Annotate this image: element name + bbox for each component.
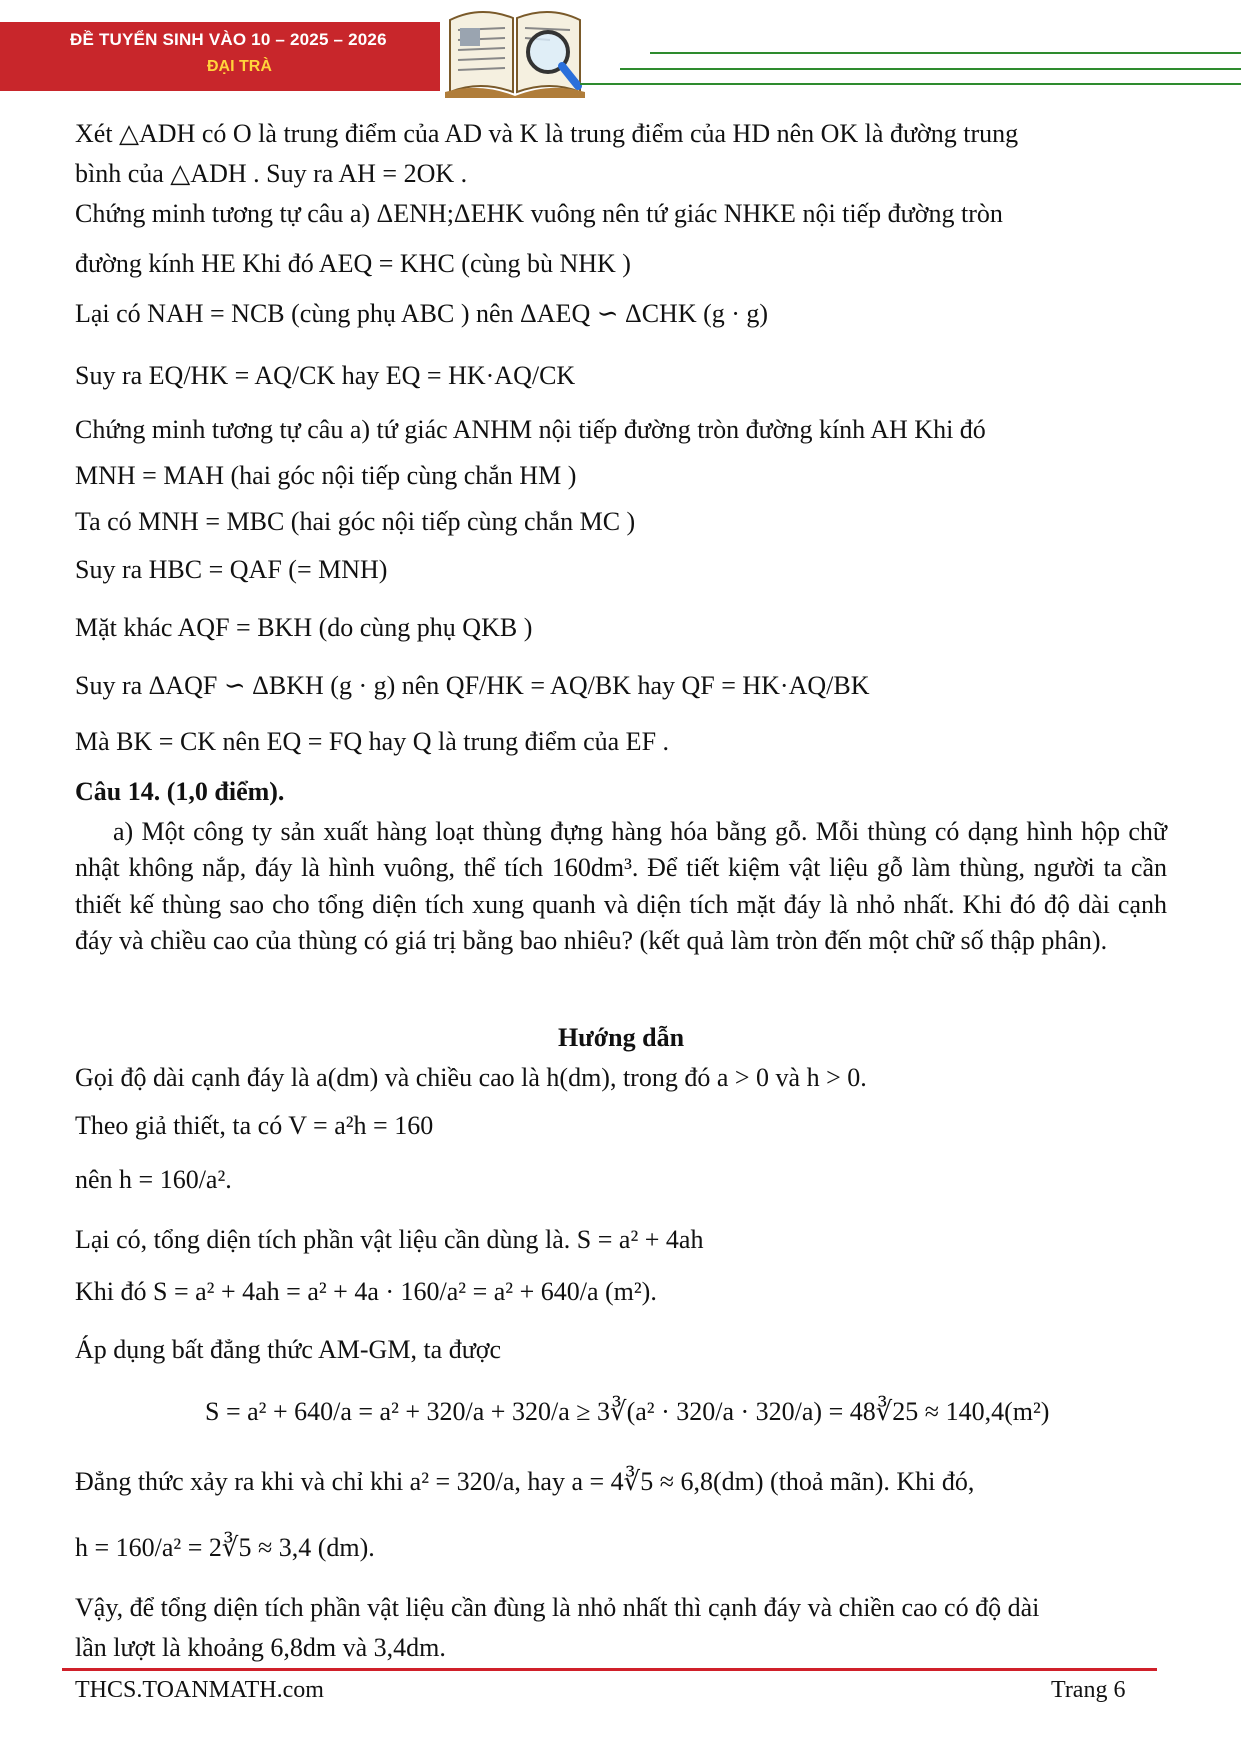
text-line-12: Suy ra ΔAQF ∽ ΔBKH (g · g) nên QF/HK = AQ/BK hay QF = HK·AQ/BK [75, 671, 870, 700]
footer-page-number: Trang 6 [1051, 1677, 1126, 1703]
text-line-8: MNH = MAH (hai góc nội tiếp cùng chắn HM ) [75, 461, 577, 490]
guide-heading: Hướng dẫn [557, 1023, 685, 1052]
guide-line-11: lần lượt là khoảng 6,8dm và 3,4dm. [75, 1633, 446, 1662]
header-title: ĐỀ TUYỂN SINH VÀO 10 – 2025 – 2026 [70, 30, 387, 49]
guide-line-7: S = a² + 640/a = a² + 320/a + 320/a ≥ 3∛(a² · 320/a · 320/a) = 48∛25 ≈ 140,4(m²) [205, 1397, 1050, 1426]
guide-line-2: Theo giả thiết, ta có V = a²h = 160 [75, 1111, 434, 1140]
header-rule-mid [620, 68, 1241, 70]
guide-line-9: h = 160/a² = 2∛5 ≈ 3,4 (dm). [75, 1533, 375, 1562]
header-rule-top [650, 52, 1241, 54]
guide-line-6: Áp dụng bất đẳng thức AM-GM, ta được [75, 1335, 502, 1364]
text-line-9: Ta có MNH = MBC (hai góc nội tiếp cùng chắn MC ) [75, 507, 636, 536]
guide-line-3: nên h = 160/a². [75, 1165, 232, 1194]
text-line-2: bình của △ADH . Suy ra AH = 2OK . [75, 159, 468, 188]
text-line-10: Suy ra HBC = QAF (= MNH) [75, 555, 388, 584]
book-magnifier-icon [440, 0, 590, 100]
guide-line-8: Đẳng thức xảy ra khi và chỉ khi a² = 320/a, hay a = 4∛5 ≈ 6,8(dm) (thoả mãn). Khi đó, [75, 1467, 975, 1496]
text-line-4: đường kính HE Khi đó AEQ = KHC (cùng bù NHK ) [75, 249, 631, 278]
question-14-text: a) Một công ty sản xuất hàng loạt thùng đựng hàng hóa bằng gỗ. Mỗi thùng có dạng hình hộp chữ nhật không nắp, đáy là hình vuông, thể tích 160dm³. Để tiết kiệm vật liệu gỗ làm thùng, người ta cần thiết kế thùng sao cho tổng diện tích xung quanh và diện tích mặt đáy là nhỏ nhất. Khi đó độ dài cạnh đáy và chiều cao của thùng có giá trị bằng bao nhiêu? (kết quả làm tròn đến một chữ số thập phân). [75, 817, 1167, 956]
footer-site: THCS.TOANMATH.com [75, 1677, 324, 1703]
guide-line-5: Khi đó S = a² + 4ah = a² + 4a · 160/a² = a² + 640/a (m²). [75, 1277, 657, 1306]
header-band [0, 22, 440, 91]
text-line-11: Mặt khác AQF = BKH (do cùng phụ QKB ) [75, 613, 533, 642]
text-line-3: Chứng minh tương tự câu a) ΔENH;ΔEHK vuông nên tứ giác NHKE nội tiếp đường tròn [75, 199, 1003, 228]
text-line-5: Lại có NAH = NCB (cùng phụ ABC ) nên ΔAEQ ∽ ΔCHK (g · g) [75, 299, 769, 328]
text-line-6: Suy ra EQ/HK = AQ/CK hay EQ = HK·AQ/CK [75, 361, 576, 390]
question-14-heading: Câu 14. (1,0 điểm). [75, 777, 285, 806]
text-line-7: Chứng minh tương tự câu a) tứ giác ANHM nội tiếp đường tròn đường kính AH Khi đó [75, 415, 986, 444]
header-rule-bottom [580, 83, 1241, 85]
text-line-13: Mà BK = CK nên EQ = FQ hay Q là trung điểm của EF . [75, 727, 670, 756]
text-line-1: Xét △ADH có O là trung điểm của AD và K là trung điểm của HD nên OK là đường trung [75, 119, 1019, 148]
header-subtitle: ĐẠI TRÀ [207, 58, 272, 75]
guide-line-10: Vậy, để tổng diện tích phần vật liệu cần đùng là nhỏ nhất thì cạnh đáy và chiền cao có độ dài [75, 1593, 1040, 1622]
footer-rule [62, 1668, 1157, 1671]
guide-line-4: Lại có, tổng diện tích phần vật liệu cần dùng là. S = a² + 4ah [75, 1225, 704, 1254]
guide-line-1: Gọi độ dài cạnh đáy là a(dm) và chiều cao là h(dm), trong đó a > 0 và h > 0. [75, 1063, 867, 1092]
